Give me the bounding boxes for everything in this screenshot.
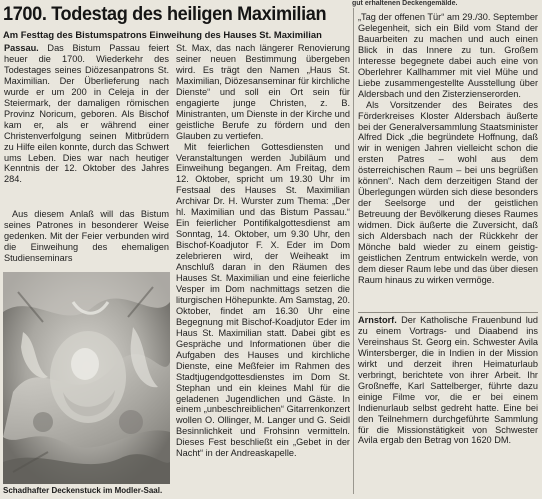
previous-article-fragment: gut erhaltenen Deckengemälde. [352,0,458,7]
dateline-passau: Passau. [4,43,39,53]
paragraph-tag-der-offenen-tuer: „Tag der offenen Tür“ am 29./30. September Gelegenheit, sich ein Bild vom Stand der Bauarbeiten zu machen und auch einen Blick in das Innere zu tun. Großem Interesse begegnete dabei auch eine von Oberlehrer Kallhammer mit viel Mühe und Liebe zusammengestellte Ausstellung über Aldersbach und den Zisterzienserorden. [358,12,538,99]
arnstorf-article [358,315,538,446]
article-headline: 1700. Todestag des heiligen Maximilian [3,3,327,25]
article-subheadline: Am Festtag des Bistumspatrons Einweihung des Hauses St. Maximilian [3,29,322,40]
ceiling-stucco-photo [3,272,170,484]
paragraph-foerderkreis: Als Vorsitzender des Beirates des Förderkreises Kloster Aldersbach äußerte bei der Generalversammlung Staatsminister Alfred Dick „die begründete Hoffnung, daß wir in wenigen Jahren vielleicht schon die ersten Patres – wohl aus dem österreichischen Raum – bei uns begrüßen können“. Nach dem derzeitigen Stand der Überlegungen würden sich diese besonders der Seelsorge und der geistlichen Betreuung der Bevölkerung dieses Raumes widmen. Dick äußerte die Zuversicht, daß sich Aldersbach nach der Rückkehr der Mönche bald wieder zu einem geistig-geistlichen Zentrum entwickeln werde, von dem dieser Raum lebe und das über diesen Raum hinaus zu wirken vermöge. [358,99,538,285]
paragraph-festprogramm: Mit feierlichen Gottesdiensten und Veranstaltungen werden Jubiläum und Einweihung begangen. Am Freitag, dem 12. Oktober, spricht um 19.30 Uhr im Festsaal des Hauses St. Maximilian Archivar Dr. H. Wurster zum Thema: „Der hl. Maximilian und das Bistum Passau.“ Ein feierlicher Pontifikalgottesdienst am Sonntag, 14. Oktober, um 9.30 Uhr, den Bischof-Koadjutor F. X. Eder im Dom zelebrieren wird, der Weiheakt im Anschluß daran in den Räumen des Hauses St. Maximilian und eine feierliche Vesper im Dom nachmittags setzen die liturgischen Höhepunkte. Am Samstag, 20. Oktober, findet am 16.30 Uhr eine Begegnung mit Bischof-Koadjutor Eder im Haus St. Maximilian statt. Dabei gibt es Gespräche und Informationen über die Aufgaben des Hauses und kirchliche Dienste, eine Meßfeier im Rahmen des Stadtjugendgottesdienstes im Dom St. Stephan und ein kleines Mahl für die geladenen Jugendlichen und Gäste. In einem „unbeschreiblichen“ Gitarrenkonzert wollen O. Ollinger, M. Langer und G. Seidl Besinnlichkeit und Frohsinn vermitteln. Dieses Fest beschließt ein „Gebet in der Nacht“ in der Andreaskapelle. [176,141,350,459]
photo-caption: Schadhafter Deckenstuck im Modler-Saal. [3,486,163,495]
paragraph-passau-text: Das Bistum Passau feiert heuer die 1700. Wiederkehr des Todestages seines Diözesanpatrons St. Maximilian. Der Überlieferung nach wurde er um 200 in Celeja in der Steiermark, der damaligen römischen Provinz Noricum, geboren. Als Bischof kam er, als er während einer Christenverfolgung seinen Mitbrüdern zu Hilfe eilen konnte, durch das Schwert ums Leben. Dies war nach heutiger Kenntnis der 12. Oktober des Jahres 284. [4,43,169,185]
paragraph-passau [4,43,169,185]
article-column-2 [176,43,350,459]
article-column-1 [4,43,169,185]
aldersbach-article [358,12,538,286]
paragraph-st-max: St. Max, das nach längerer Renovierung seiner neuen Bestimmung übergeben wird. Es trägt den Namen „Haus St. Maximilian, Diözesanseminar für kirchliche Dienste“ und soll ein Ort sein für engagierte junge Christen, z. B. Ministranten, um Dienste in der Kirche und geistliche Berufe zu fördern und den Glauben zu vertiefen. [176,43,350,141]
article-column-1-continued [4,209,169,264]
dateline-arnstorf: Arnstorf. [358,315,397,325]
column-rule [353,8,354,494]
paragraph-anlass: Aus diesem Anlaß will das Bistum seines Patrones in besonderer Weise gedenken. Mit der Feier verbunden wird die Einweihung des ehemaligen Studienseminars [4,209,169,263]
article-separator [358,312,538,313]
paragraph-arnstorf [358,315,538,446]
paragraph-arnstorf-text: Der Katholische Frauenbund lud zu einem Vortrags- und Diaabend ins Vereinshaus St. Georg ein. Schwester Avila Wintersberger, die in Indien in der Mission wirkt und derzeit ihren Heimaturlaub verbringt, berichtete von ihrer Arbeit. Ihr Großneffe, Karl Sattelberger, führte dazu einige Filme vor, die er bei einem Indienurlaub selbst gedreht hatte. Eine bei den Teilnehmern durchgeführte Sammlung für die Missionstätigkeit von Schwester Avila ergab den Betrag von 1620 DM. [358,315,538,446]
stucco-relief-image [3,272,170,484]
